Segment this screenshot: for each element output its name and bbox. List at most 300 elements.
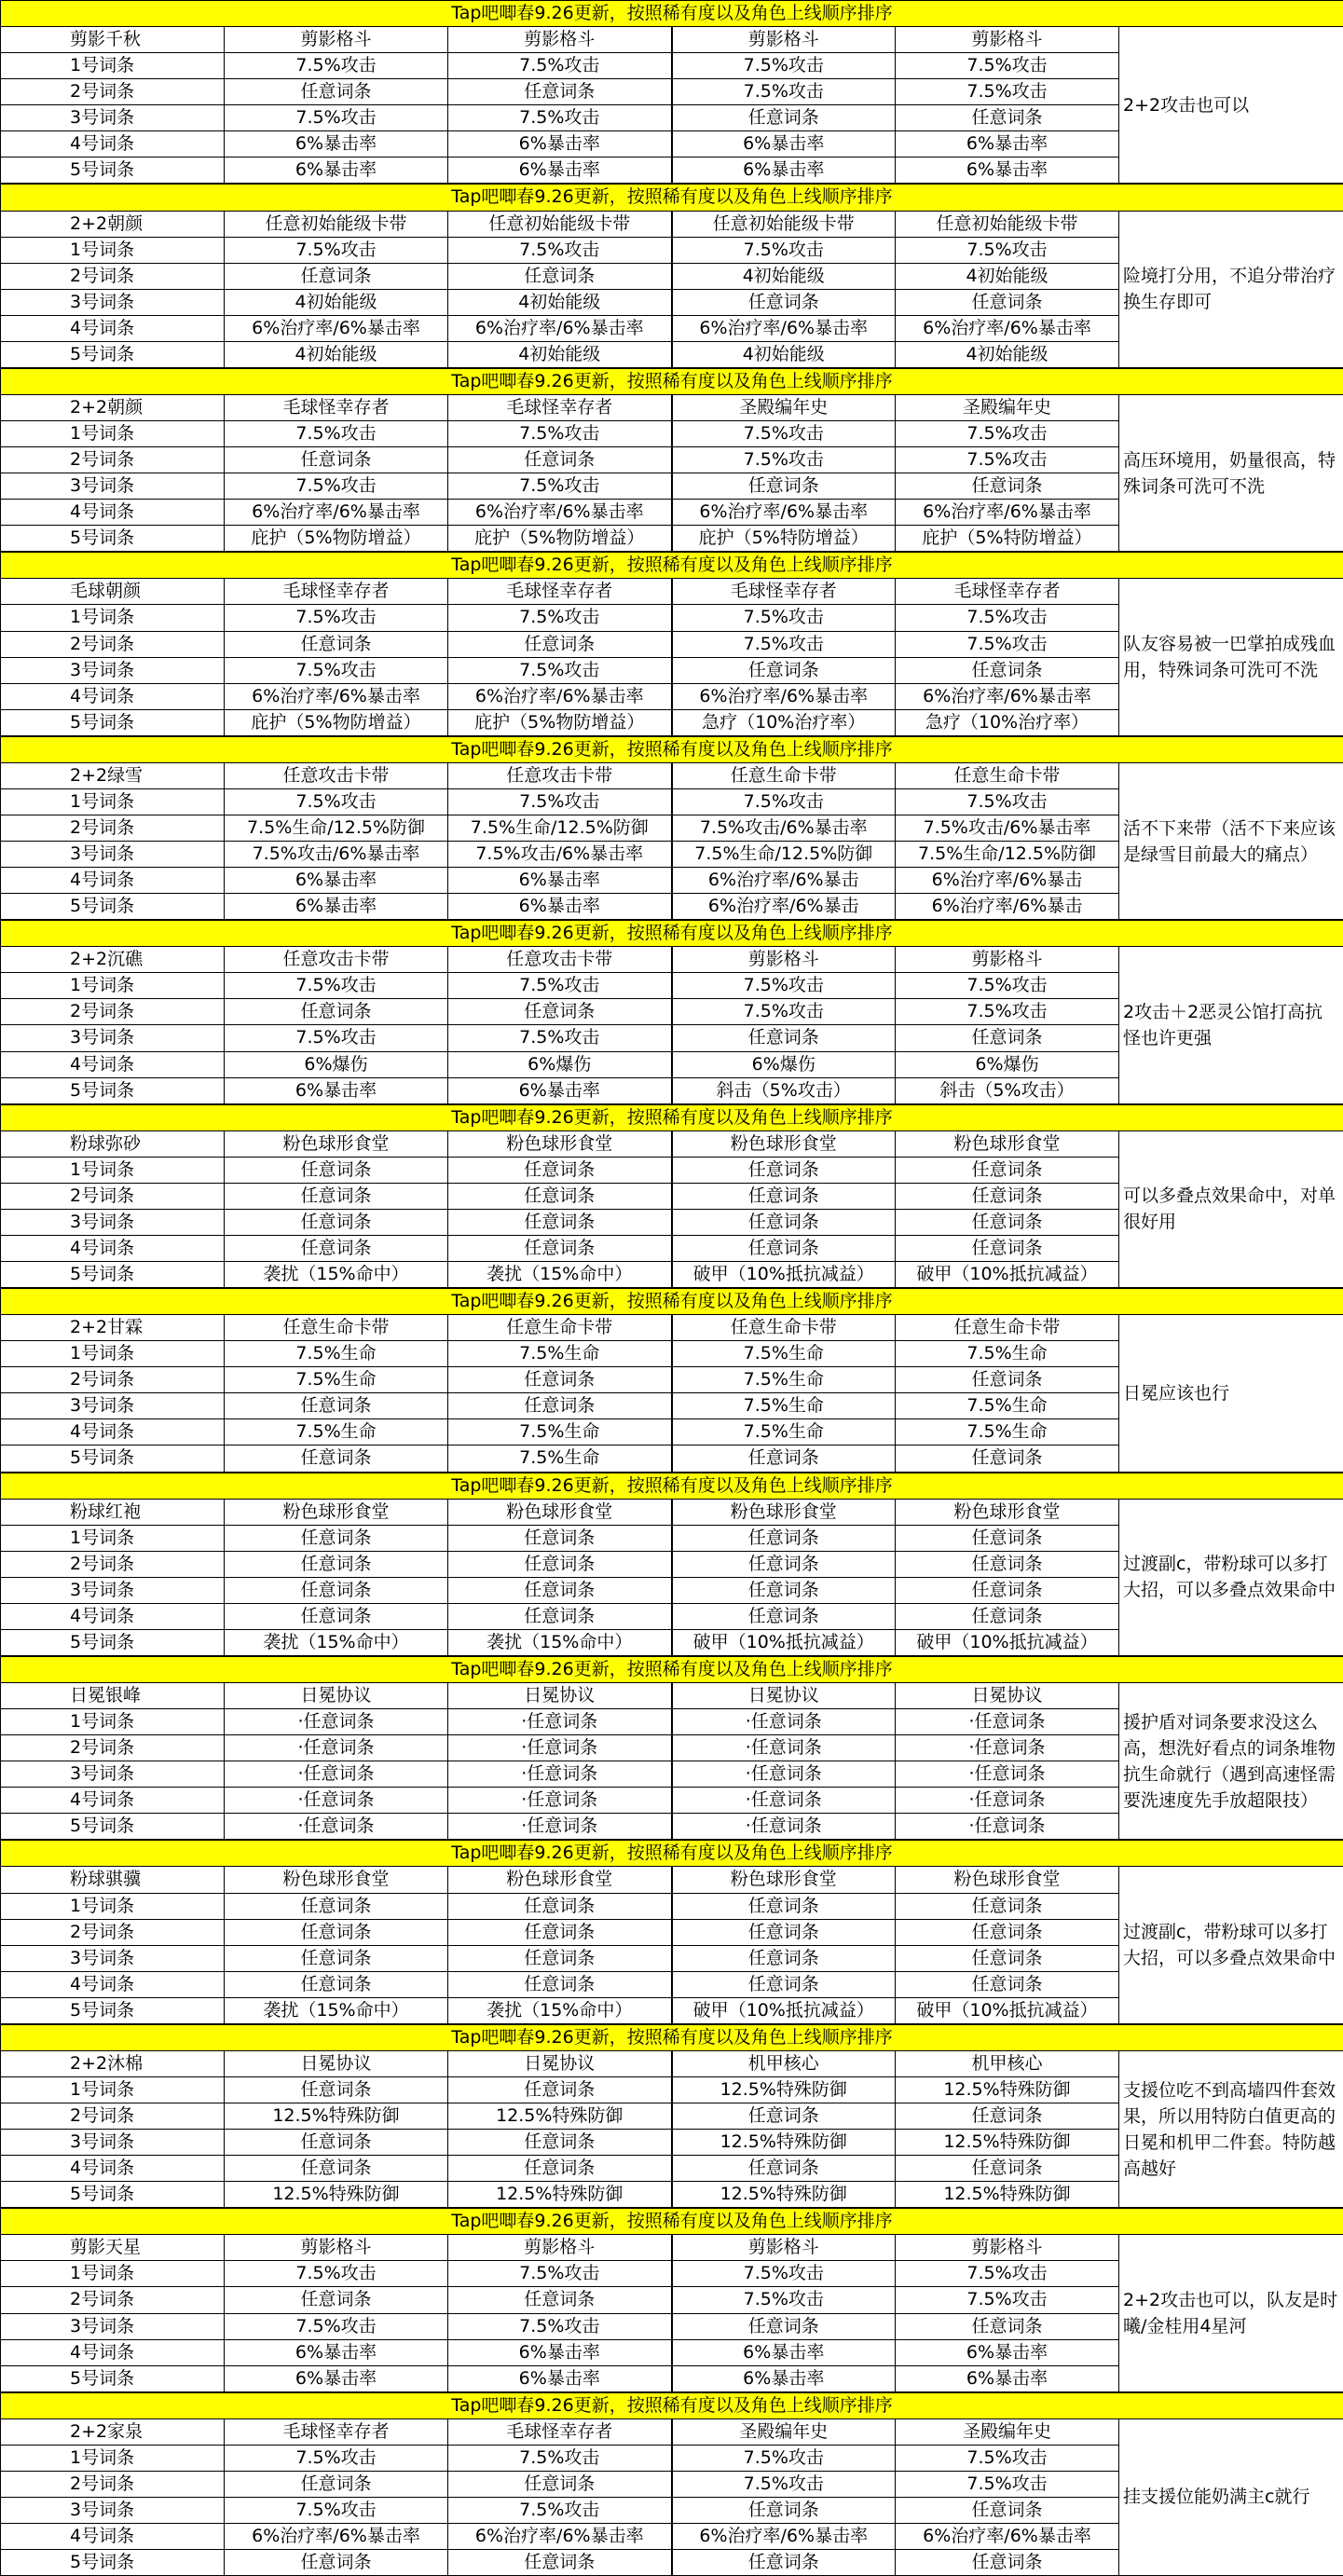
slot-label: 5号词条 bbox=[1, 341, 225, 367]
cartridge-name: 圣殿编年史 bbox=[672, 2418, 896, 2445]
slot-label: 1号词条 bbox=[1, 2076, 225, 2103]
stat-cell: 12.5%特殊防御 bbox=[448, 2182, 672, 2208]
slot-label: 5号词条 bbox=[1, 1997, 225, 2023]
cartridge-name: 剪影格斗 bbox=[896, 27, 1119, 53]
build-block bbox=[0, 368, 1343, 552]
cartridge-name: 粉色球形食堂 bbox=[225, 1130, 448, 1157]
stat-cell: 任意词条 bbox=[225, 263, 448, 289]
stat-cell: 7.5%生命 bbox=[896, 1341, 1119, 1367]
cartridge-name: 任意攻击卡带 bbox=[225, 947, 448, 973]
stat-cell: 6%爆伤 bbox=[896, 1051, 1119, 1077]
slot-label: 5号词条 bbox=[1, 1814, 225, 1840]
build-note: 活不下来带（活不下来应该是绿雪目前最大的痛点） bbox=[1119, 762, 1343, 919]
stat-cell: ·任意词条 bbox=[225, 1761, 448, 1788]
stat-cell: 急疗（10%治疗率） bbox=[672, 709, 896, 735]
slot-label: 5号词条 bbox=[1, 1446, 225, 1472]
slot-label: 1号词条 bbox=[1, 1157, 225, 1183]
stat-cell: 任意词条 bbox=[448, 1235, 672, 1261]
stat-cell: 任意词条 bbox=[896, 1919, 1119, 1945]
stat-cell: 7.5%攻击 bbox=[225, 237, 448, 263]
slot-label: 4号词条 bbox=[1, 1419, 225, 1446]
update-header: Tap吧唧春9.26更新，按照稀有度以及角色上线顺序排序 bbox=[1, 2392, 1343, 2418]
stat-cell: 任意词条 bbox=[672, 1971, 896, 1997]
stat-cell: 任意词条 bbox=[672, 2313, 896, 2339]
stat-cell: 任意词条 bbox=[225, 1577, 448, 1603]
stat-cell: 7.5%攻击 bbox=[896, 631, 1119, 657]
stat-cell: 7.5%攻击 bbox=[896, 973, 1119, 999]
stat-cell: 7.5%攻击 bbox=[448, 421, 672, 447]
stat-cell: 任意词条 bbox=[448, 1945, 672, 1971]
stat-cell: 任意词条 bbox=[225, 2550, 448, 2576]
stat-cell: 任意词条 bbox=[896, 1525, 1119, 1551]
slot-label: 2号词条 bbox=[1, 1551, 225, 1577]
cartridge-name: 剪影格斗 bbox=[896, 947, 1119, 973]
stat-cell: 12.5%特殊防御 bbox=[225, 2182, 448, 2208]
cartridge-name: 粉色球形食堂 bbox=[896, 1499, 1119, 1525]
stat-cell: 7.5%攻击 bbox=[448, 788, 672, 815]
stat-cell: 任意词条 bbox=[672, 289, 896, 315]
build-note: 高压环境用，奶量很高，特殊词条可洗可不洗 bbox=[1119, 394, 1343, 551]
slot-label: 2号词条 bbox=[1, 2103, 225, 2130]
cartridge-name: 剪影格斗 bbox=[225, 27, 448, 53]
stat-cell: 7.5%攻击 bbox=[448, 2445, 672, 2471]
slot-label: 3号词条 bbox=[1, 105, 225, 131]
stat-cell: 7.5%攻击 bbox=[448, 2261, 672, 2287]
stat-cell: 任意词条 bbox=[448, 79, 672, 105]
slot-label: 2号词条 bbox=[1, 815, 225, 841]
stat-cell: 任意词条 bbox=[225, 447, 448, 473]
character-name: 日冕银峰 bbox=[1, 1683, 225, 1709]
stat-cell: 6%爆伤 bbox=[672, 1051, 896, 1077]
stat-cell: 4初始能级 bbox=[225, 289, 448, 315]
stat-cell: 12.5%特殊防御 bbox=[896, 2076, 1119, 2103]
stat-cell: 7.5%生命 bbox=[448, 1419, 672, 1446]
stat-cell: 任意词条 bbox=[896, 1971, 1119, 1997]
stat-cell: ·任意词条 bbox=[225, 1735, 448, 1761]
stat-cell: 7.5%攻击/6%暴击率 bbox=[672, 815, 896, 841]
cartridge-name: 剪影格斗 bbox=[448, 2235, 672, 2261]
stat-cell: 7.5%攻击 bbox=[448, 53, 672, 79]
stat-cell: 7.5%生命/12.5%防御 bbox=[225, 815, 448, 841]
stat-cell: 任意词条 bbox=[896, 289, 1119, 315]
slot-label: 4号词条 bbox=[1, 683, 225, 709]
stat-cell: 6%暴击率 bbox=[896, 131, 1119, 158]
stat-cell: 12.5%特殊防御 bbox=[896, 2130, 1119, 2156]
cartridge-name: 任意攻击卡带 bbox=[225, 762, 448, 788]
stat-cell: ·任意词条 bbox=[448, 1761, 672, 1788]
stat-cell: 任意词条 bbox=[448, 1577, 672, 1603]
slot-label: 5号词条 bbox=[1, 1077, 225, 1103]
stat-cell: 破甲（10%抵抗减益） bbox=[896, 1629, 1119, 1655]
stat-cell: 7.5%攻击 bbox=[896, 237, 1119, 263]
cartridge-name: 毛球怪幸存者 bbox=[448, 394, 672, 420]
slot-label: 2号词条 bbox=[1, 1367, 225, 1393]
stat-cell: 任意词条 bbox=[448, 631, 672, 657]
stat-cell: 7.5%攻击 bbox=[448, 1025, 672, 1051]
slot-label: 4号词条 bbox=[1, 131, 225, 158]
stat-cell: 任意词条 bbox=[896, 1551, 1119, 1577]
stat-cell: 7.5%攻击 bbox=[672, 2445, 896, 2471]
cartridge-name: 圣殿编年史 bbox=[896, 394, 1119, 420]
stat-cell: ·任意词条 bbox=[225, 1709, 448, 1735]
stat-cell: 6%暴击率 bbox=[225, 2339, 448, 2365]
cartridge-name: 毛球怪幸存者 bbox=[448, 579, 672, 605]
stat-cell: 袭扰（15%命中） bbox=[225, 1262, 448, 1288]
stat-cell: ·任意词条 bbox=[448, 1814, 672, 1840]
stat-cell: 7.5%攻击 bbox=[672, 605, 896, 631]
cartridge-name: 任意生命卡带 bbox=[672, 762, 896, 788]
slot-label: 4号词条 bbox=[1, 315, 225, 341]
stat-cell: 12.5%特殊防御 bbox=[672, 2076, 896, 2103]
stat-cell: 任意词条 bbox=[448, 263, 672, 289]
stat-cell: ·任意词条 bbox=[225, 1788, 448, 1814]
slot-label: 5号词条 bbox=[1, 1262, 225, 1288]
stat-cell: 6%暴击率 bbox=[672, 131, 896, 158]
stat-cell: ·任意词条 bbox=[448, 1788, 672, 1814]
build-block bbox=[0, 736, 1343, 920]
slot-label: 4号词条 bbox=[1, 868, 225, 894]
cartridge-name: 粉色球形食堂 bbox=[672, 1499, 896, 1525]
slot-label: 3号词条 bbox=[1, 657, 225, 683]
stat-cell: 7.5%攻击 bbox=[225, 605, 448, 631]
stat-cell: 6%治疗率/6%暴击率 bbox=[896, 315, 1119, 341]
slot-label: 2号词条 bbox=[1, 2287, 225, 2313]
stat-cell: 7.5%攻击 bbox=[225, 973, 448, 999]
build-note: 援护盾对词条要求没这么高，想洗好看点的词条堆物抗生命就行（遇到高速怪需要洗速度先手放超限技） bbox=[1119, 1683, 1343, 1840]
character-name: 2+2沉礁 bbox=[1, 947, 225, 973]
stat-cell: ·任意词条 bbox=[896, 1814, 1119, 1840]
stat-cell: ·任意词条 bbox=[896, 1788, 1119, 1814]
build-note: 可以多叠点效果命中，对单很好用 bbox=[1119, 1130, 1343, 1287]
stat-cell: 4初始能级 bbox=[672, 263, 896, 289]
cartridge-name: 剪影格斗 bbox=[896, 2235, 1119, 2261]
stat-cell: 任意词条 bbox=[672, 105, 896, 131]
stat-cell: 6%治疗率/6%暴击 bbox=[672, 868, 896, 894]
cartridge-name: 任意生命卡带 bbox=[225, 1315, 448, 1341]
stat-cell: 6%暴击率 bbox=[672, 2365, 896, 2391]
update-header: Tap吧唧春9.26更新，按照稀有度以及角色上线顺序排序 bbox=[1, 1656, 1343, 1682]
stat-cell: 7.5%攻击 bbox=[448, 605, 672, 631]
slot-label: 3号词条 bbox=[1, 842, 225, 868]
cartridge-name: 日冕协议 bbox=[225, 1683, 448, 1709]
stat-cell: 4初始能级 bbox=[448, 341, 672, 367]
slot-label: 4号词条 bbox=[1, 1603, 225, 1629]
cartridge-name: 粉色球形食堂 bbox=[448, 1867, 672, 1893]
cartridge-name: 毛球怪幸存者 bbox=[225, 2418, 448, 2445]
stat-cell: 6%暴击率 bbox=[672, 158, 896, 184]
stat-cell: 7.5%攻击 bbox=[896, 2471, 1119, 2497]
stat-cell: 任意词条 bbox=[225, 1446, 448, 1472]
character-name: 粉球弥砂 bbox=[1, 1130, 225, 1157]
stat-cell: 6%治疗率/6%暴击率 bbox=[448, 683, 672, 709]
slot-label: 1号词条 bbox=[1, 1709, 225, 1735]
build-note: 险境打分用，不追分带治疗换生存即可 bbox=[1119, 211, 1343, 367]
stat-cell: 任意词条 bbox=[896, 1025, 1119, 1051]
slot-label: 3号词条 bbox=[1, 2497, 225, 2523]
slot-label: 5号词条 bbox=[1, 2365, 225, 2391]
stat-cell: 任意词条 bbox=[225, 2130, 448, 2156]
stat-cell: 7.5%攻击 bbox=[448, 2497, 672, 2523]
cartridge-name: 剪影格斗 bbox=[672, 947, 896, 973]
stat-cell: 任意词条 bbox=[448, 2471, 672, 2497]
build-note: 过渡副c，带粉球可以多打大招，可以多叠点效果命中 bbox=[1119, 1499, 1343, 1655]
stat-cell: 任意词条 bbox=[672, 1919, 896, 1945]
stat-cell: 任意词条 bbox=[672, 2497, 896, 2523]
cartridge-name: 日冕协议 bbox=[448, 1683, 672, 1709]
slot-label: 1号词条 bbox=[1, 788, 225, 815]
stat-cell: 任意词条 bbox=[896, 2497, 1119, 2523]
stat-cell: 6%暴击率 bbox=[225, 131, 448, 158]
stat-cell: 6%治疗率/6%暴击率 bbox=[896, 2524, 1119, 2550]
slot-label: 3号词条 bbox=[1, 1577, 225, 1603]
slot-label: 5号词条 bbox=[1, 1629, 225, 1655]
build-block bbox=[0, 1656, 1343, 1840]
stat-cell: 任意词条 bbox=[225, 1209, 448, 1235]
stat-cell: 7.5%攻击 bbox=[896, 79, 1119, 105]
slot-label: 1号词条 bbox=[1, 2445, 225, 2471]
stat-cell: ·任意词条 bbox=[896, 1761, 1119, 1788]
stat-cell: 12.5%特殊防御 bbox=[448, 2103, 672, 2130]
stat-cell: 4初始能级 bbox=[672, 341, 896, 367]
stat-cell: 斜击（5%攻击） bbox=[896, 1077, 1119, 1103]
cartridge-name: 任意初始能级卡带 bbox=[896, 211, 1119, 237]
stat-cell: 任意词条 bbox=[896, 105, 1119, 131]
stat-cell: ·任意词条 bbox=[896, 1709, 1119, 1735]
cartridge-name: 任意生命卡带 bbox=[896, 762, 1119, 788]
stat-cell: 6%暴击率 bbox=[225, 1077, 448, 1103]
stat-cell: 7.5%生命 bbox=[896, 1419, 1119, 1446]
stat-cell: 任意词条 bbox=[225, 1971, 448, 1997]
stat-cell: 7.5%攻击 bbox=[896, 2287, 1119, 2313]
slot-label: 4号词条 bbox=[1, 1235, 225, 1261]
stat-cell: 7.5%攻击 bbox=[225, 2497, 448, 2523]
stat-cell: 7.5%攻击 bbox=[896, 788, 1119, 815]
cartridge-name: 粉色球形食堂 bbox=[672, 1130, 896, 1157]
stat-cell: 任意词条 bbox=[896, 2103, 1119, 2130]
character-name: 粉球红袍 bbox=[1, 1499, 225, 1525]
stat-cell: 7.5%攻击 bbox=[672, 447, 896, 473]
slot-label: 2号词条 bbox=[1, 1735, 225, 1761]
stat-cell: 7.5%攻击 bbox=[225, 2313, 448, 2339]
stat-cell: 6%暴击率 bbox=[225, 868, 448, 894]
slot-label: 3号词条 bbox=[1, 1761, 225, 1788]
stat-cell: 7.5%生命/12.5%防御 bbox=[896, 842, 1119, 868]
stat-cell: 7.5%攻击 bbox=[672, 999, 896, 1025]
stat-cell: 7.5%生命/12.5%防御 bbox=[672, 842, 896, 868]
build-block bbox=[0, 920, 1343, 1103]
stat-cell: ·任意词条 bbox=[896, 1735, 1119, 1761]
stat-cell: 12.5%特殊防御 bbox=[672, 2130, 896, 2156]
stat-cell: 6%暴击率 bbox=[448, 1077, 672, 1103]
stat-cell: 任意词条 bbox=[448, 1157, 672, 1183]
stat-cell: 任意词条 bbox=[896, 2313, 1119, 2339]
build-block bbox=[0, 2024, 1343, 2208]
character-name: 2+2家泉 bbox=[1, 2418, 225, 2445]
slot-label: 3号词条 bbox=[1, 1025, 225, 1051]
build-block bbox=[0, 2392, 1343, 2576]
stat-cell: 7.5%攻击 bbox=[896, 447, 1119, 473]
stat-cell: 7.5%攻击 bbox=[896, 999, 1119, 1025]
stat-cell: 7.5%生命 bbox=[896, 1393, 1119, 1419]
stat-cell: 任意词条 bbox=[672, 1603, 896, 1629]
stat-cell: 任意词条 bbox=[225, 1551, 448, 1577]
stat-cell: 袭扰（15%命中） bbox=[448, 1629, 672, 1655]
stat-cell: 任意词条 bbox=[672, 2550, 896, 2576]
build-block bbox=[0, 1288, 1343, 1472]
stat-cell: 任意词条 bbox=[225, 79, 448, 105]
cartridge-name: 任意生命卡带 bbox=[672, 1315, 896, 1341]
stat-cell: 任意词条 bbox=[896, 1945, 1119, 1971]
cartridge-name: 粉色球形食堂 bbox=[896, 1867, 1119, 1893]
stat-cell: 7.5%生命 bbox=[448, 1341, 672, 1367]
character-name: 2+2朝颜 bbox=[1, 394, 225, 420]
stat-cell: 7.5%攻击 bbox=[225, 53, 448, 79]
stat-cell: 任意词条 bbox=[225, 631, 448, 657]
cartridge-name: 粉色球形食堂 bbox=[448, 1130, 672, 1157]
stat-cell: 任意词条 bbox=[672, 1157, 896, 1183]
stat-cell: ·任意词条 bbox=[672, 1761, 896, 1788]
stat-cell: 7.5%攻击 bbox=[225, 421, 448, 447]
update-header: Tap吧唧春9.26更新，按照稀有度以及角色上线顺序排序 bbox=[1, 553, 1343, 579]
slot-label: 4号词条 bbox=[1, 2156, 225, 2182]
slot-label: 1号词条 bbox=[1, 237, 225, 263]
stat-cell: 任意词条 bbox=[448, 1919, 672, 1945]
slot-label: 1号词条 bbox=[1, 1341, 225, 1367]
slot-label: 5号词条 bbox=[1, 526, 225, 552]
build-block bbox=[0, 1840, 1343, 2023]
stat-cell: 7.5%攻击 bbox=[672, 421, 896, 447]
slot-label: 1号词条 bbox=[1, 53, 225, 79]
stat-cell: 7.5%攻击 bbox=[896, 2445, 1119, 2471]
stat-cell: 4初始能级 bbox=[896, 341, 1119, 367]
cartridge-name: 机甲核心 bbox=[672, 2050, 896, 2076]
cartridge-name: 粉色球形食堂 bbox=[896, 1130, 1119, 1157]
stat-cell: 任意词条 bbox=[448, 2130, 672, 2156]
build-note: 2+2攻击也可以，队友是时曦/金桂用4星河 bbox=[1119, 2235, 1343, 2391]
slot-label: 4号词条 bbox=[1, 2339, 225, 2365]
build-block bbox=[0, 2208, 1343, 2391]
stat-cell: ·任意词条 bbox=[225, 1814, 448, 1840]
stat-cell: 破甲（10%抵抗减益） bbox=[672, 1262, 896, 1288]
stat-cell: 7.5%攻击 bbox=[448, 2313, 672, 2339]
stat-cell: 7.5%攻击 bbox=[672, 53, 896, 79]
build-note: 日冕应该也行 bbox=[1119, 1315, 1343, 1472]
stat-cell: ·任意词条 bbox=[672, 1735, 896, 1761]
stat-cell: 7.5%攻击 bbox=[672, 631, 896, 657]
stat-cell: 7.5%生命 bbox=[225, 1419, 448, 1446]
update-header: Tap吧唧春9.26更新，按照稀有度以及角色上线顺序排序 bbox=[1, 1104, 1343, 1130]
stat-cell: 6%治疗率/6%暴击率 bbox=[448, 315, 672, 341]
slot-label: 4号词条 bbox=[1, 500, 225, 526]
slot-label: 3号词条 bbox=[1, 289, 225, 315]
slot-label: 2号词条 bbox=[1, 447, 225, 473]
slot-label: 5号词条 bbox=[1, 2182, 225, 2208]
stat-cell: 7.5%攻击 bbox=[448, 105, 672, 131]
slot-label: 3号词条 bbox=[1, 2130, 225, 2156]
stat-cell: 7.5%攻击 bbox=[225, 473, 448, 500]
stat-cell: 破甲（10%抵抗减益） bbox=[896, 1262, 1119, 1288]
cartridge-name: 毛球怪幸存者 bbox=[225, 579, 448, 605]
slot-label: 5号词条 bbox=[1, 2550, 225, 2576]
cartridge-name: 粉色球形食堂 bbox=[225, 1867, 448, 1893]
build-note: 队友容易被一巴掌拍成残血用，特殊词条可洗可不洗 bbox=[1119, 579, 1343, 735]
stat-cell: 任意词条 bbox=[225, 1525, 448, 1551]
build-note: 2+2攻击也可以 bbox=[1119, 27, 1343, 184]
stat-cell: 任意词条 bbox=[672, 1945, 896, 1971]
stat-cell: 庇护（5%特防增益） bbox=[672, 526, 896, 552]
stat-cell: 任意词条 bbox=[225, 1157, 448, 1183]
stat-cell: 任意词条 bbox=[896, 1893, 1119, 1919]
stat-cell: 任意词条 bbox=[225, 1945, 448, 1971]
cartridge-name: 任意攻击卡带 bbox=[448, 762, 672, 788]
stat-cell: 6%治疗率/6%暴击率 bbox=[225, 683, 448, 709]
slot-label: 2号词条 bbox=[1, 1183, 225, 1209]
stat-cell: 7.5%攻击 bbox=[448, 657, 672, 683]
stat-cell: 袭扰（15%命中） bbox=[225, 1629, 448, 1655]
stat-cell: 6%爆伤 bbox=[225, 1051, 448, 1077]
cartridge-name: 任意生命卡带 bbox=[448, 1315, 672, 1341]
stat-cell: 任意词条 bbox=[896, 1157, 1119, 1183]
slot-label: 2号词条 bbox=[1, 79, 225, 105]
stat-cell: 7.5%攻击 bbox=[896, 605, 1119, 631]
stat-cell: 6%治疗率/6%暴击率 bbox=[672, 683, 896, 709]
slot-label: 2号词条 bbox=[1, 1919, 225, 1945]
cartridge-name: 剪影格斗 bbox=[225, 2235, 448, 2261]
cartridge-name: 任意攻击卡带 bbox=[448, 947, 672, 973]
stat-cell: 任意词条 bbox=[225, 1893, 448, 1919]
stat-cell: 6%暴击率 bbox=[448, 868, 672, 894]
stat-cell: 7.5%攻击 bbox=[672, 79, 896, 105]
slot-label: 5号词条 bbox=[1, 158, 225, 184]
stat-cell: 任意词条 bbox=[225, 2076, 448, 2103]
stat-cell: 袭扰（15%命中） bbox=[225, 1997, 448, 2023]
slot-label: 4号词条 bbox=[1, 1788, 225, 1814]
character-name: 2+2甘霖 bbox=[1, 1315, 225, 1341]
stat-cell: 任意词条 bbox=[896, 473, 1119, 500]
slot-label: 4号词条 bbox=[1, 1051, 225, 1077]
cartridge-name: 日冕协议 bbox=[225, 2050, 448, 2076]
stat-cell: 6%治疗率/6%暴击率 bbox=[672, 315, 896, 341]
stat-cell: 任意词条 bbox=[448, 1971, 672, 1997]
stat-cell: 任意词条 bbox=[448, 1525, 672, 1551]
stat-cell: ·任意词条 bbox=[672, 1788, 896, 1814]
stat-cell: 7.5%攻击 bbox=[672, 237, 896, 263]
stat-cell: 任意词条 bbox=[896, 1235, 1119, 1261]
stat-cell: 任意词条 bbox=[672, 2156, 896, 2182]
build-note: 过渡副c，带粉球可以多打大招，可以多叠点效果命中 bbox=[1119, 1867, 1343, 2023]
update-header: Tap吧唧春9.26更新，按照稀有度以及角色上线顺序排序 bbox=[1, 736, 1343, 762]
character-name: 剪影千秋 bbox=[1, 27, 225, 53]
cartridge-name: 毛球怪幸存者 bbox=[225, 394, 448, 420]
stat-cell: 任意词条 bbox=[672, 1183, 896, 1209]
slot-label: 1号词条 bbox=[1, 2261, 225, 2287]
stat-cell: 任意词条 bbox=[225, 999, 448, 1025]
stat-cell: 7.5%攻击 bbox=[225, 2261, 448, 2287]
stat-cell: 6%暴击率 bbox=[225, 2365, 448, 2391]
update-header: Tap吧唧春9.26更新，按照稀有度以及角色上线顺序排序 bbox=[1, 185, 1343, 211]
stat-cell: 6%暴击率 bbox=[448, 894, 672, 920]
cartridge-name: 任意初始能级卡带 bbox=[225, 211, 448, 237]
slot-label: 3号词条 bbox=[1, 1393, 225, 1419]
stat-cell: 任意词条 bbox=[672, 657, 896, 683]
cartridge-name: 粉色球形食堂 bbox=[672, 1867, 896, 1893]
stat-cell: 任意词条 bbox=[896, 1209, 1119, 1235]
stat-cell: 任意词条 bbox=[672, 1025, 896, 1051]
update-header: Tap吧唧春9.26更新，按照稀有度以及角色上线顺序排序 bbox=[1, 921, 1343, 947]
stat-cell: 12.5%特殊防御 bbox=[672, 2182, 896, 2208]
stat-cell: 任意词条 bbox=[448, 1367, 672, 1393]
stat-cell: 任意词条 bbox=[448, 2156, 672, 2182]
